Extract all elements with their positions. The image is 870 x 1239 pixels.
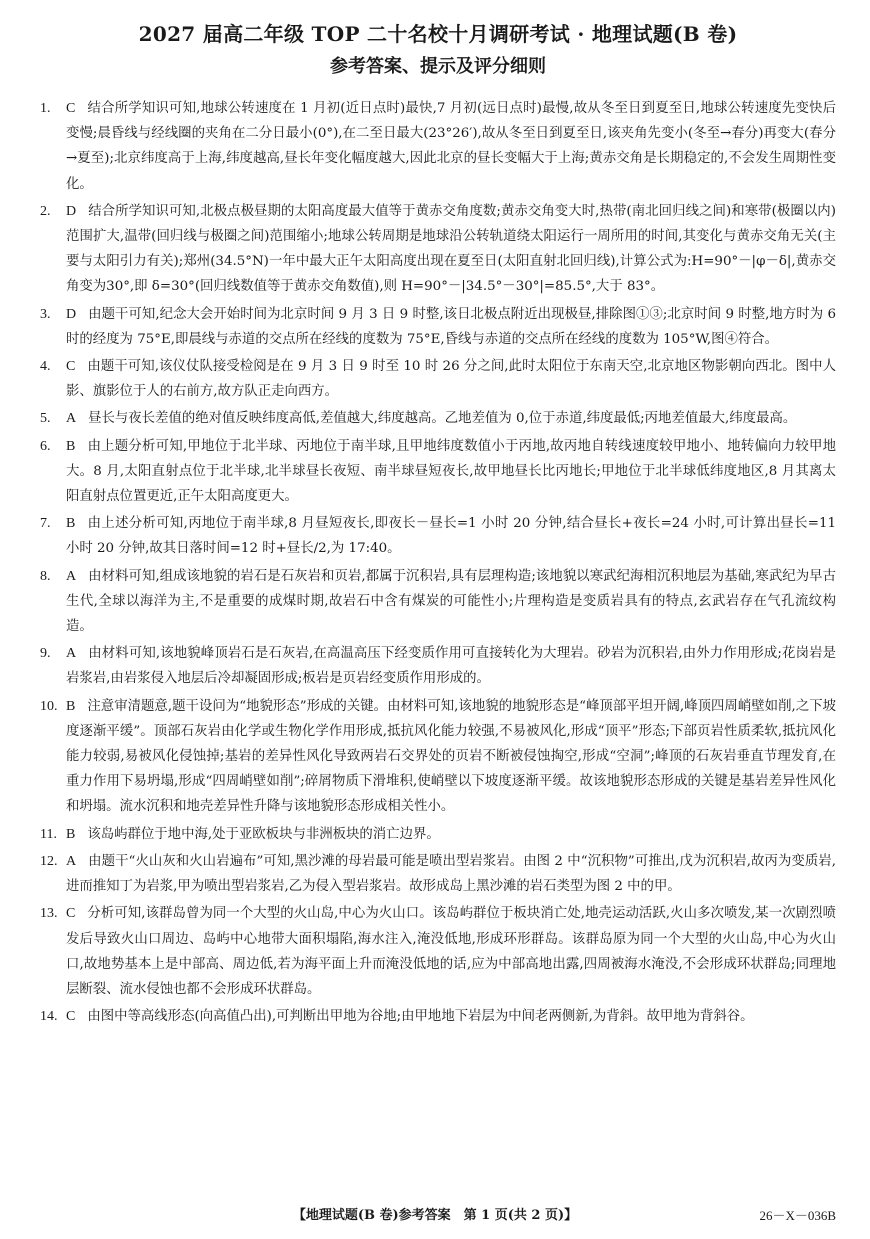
footer-code: 26－X－036B	[759, 1208, 836, 1223]
answer-explanation: 由题干“火山灰和火山岩遍布”可知,黑沙滩的母岩最可能是喷出型岩浆岩。由图 2 中“沉积物”可推出,戊为沉积岩,故丙为变质岩,进而推知丁为岩浆,甲为喷出型岩浆岩,乙为侵入型岩浆岩。故形成岛上黑沙滩的岩石类型为图 2 中的甲。	[66, 853, 836, 895]
answer-item	[40, 641, 836, 691]
answer-choice: B	[66, 826, 76, 842]
answer-number: 2.	[40, 203, 51, 219]
answer-explanation: 由材料可知,该地貌峰顶岩石是石灰岩,在高温高压下经变质作用可直接转化为大理岩。砂岩为沉积岩,由外力作用形成;花岗岩是岩浆岩,由岩浆侵入地层后冷却凝固形成;板岩是页岩经变质作用形成的。	[66, 646, 836, 687]
answer-explanation: 分析可知,该群岛曾为同一个大型的火山岛,中心为火山口。该岛屿群位于板块消亡处,地壳运动活跃,火山多次喷发,某一次剧烈喷发后导致火山口周边、岛屿中心地带大面积塌陷,海水注入,淹没低地,形成环形群岛。该群岛原为同一个大型的火山岛,中心为火山口,故地势基本上是中部高、周边低,若为海平面上升而淹没低地的话,应为中部高地出露,四周被海水淹没,不会形成环状群岛;同理地层断裂、流水侵蚀也都不会形成环状群岛。	[66, 906, 836, 997]
answer-explanation: 结合所学知识可知,北极点极昼期的太阳高度最大值等于黄赤交角度数;黄赤交角变大时,热带(南北回归线之间)和寒带(极圈以内)范围扩大,温带(回归线与极圈之间)范围缩小;地球公转周期是地球沿公转轨道绕太阳运行一周所用的时间,其变化与黄赤交角无关(主要与太阳引力有关);郑州(34.5°N)一年中最大正午太阳高度出现在夏至日(太阳直射北回归线),计算公式为:H=90°－|φ－δ|,黄赤交角变为30°,即 δ=30°(回归线数值等于黄赤交角数值),则 H=90°－|34.5°－30°|=85.5°,大于 83°。	[66, 203, 836, 295]
answer-number: 14.	[40, 1009, 58, 1025]
answer-explanation: 昼长与夜长差值的绝对值反映纬度高低,差值越大,纬度越高。乙地差值为 0,位于赤道,纬度最低;丙地差值最大,纬度最高。	[88, 411, 797, 427]
answer-item	[40, 354, 836, 404]
answer-number: 8.	[40, 568, 51, 584]
answer-choice: A	[66, 411, 77, 427]
answer-explanation: 该岛屿群位于地中海,处于亚欧板块与非洲板块的消亡边界。	[87, 826, 440, 842]
answer-number: 11.	[40, 826, 57, 842]
answer-item	[40, 564, 836, 640]
answer-item	[40, 511, 836, 561]
answer-item	[40, 901, 836, 1002]
answer-choice: A	[66, 568, 77, 584]
answer-item	[40, 434, 836, 510]
answer-item	[40, 199, 836, 300]
answer-item	[40, 96, 836, 197]
answer-list	[40, 96, 836, 1029]
answer-number: 7.	[40, 516, 51, 532]
answer-choice: A	[66, 853, 77, 869]
answer-choice: C	[66, 101, 76, 116]
answer-item	[40, 822, 836, 847]
answer-item	[40, 1004, 836, 1029]
answer-explanation: 由题干可知,该仪仗队接受检阅是在 9 月 3 日 9 时至 10 时 26 分之间,此时太阳位于东南天空,北京地区物影朝向西北。图中人影、旗影位于人的右前方,故方队正走向西方。	[66, 359, 836, 400]
answer-item	[40, 302, 836, 352]
answer-explanation: 由题干可知,纪念大会开始时间为北京时间 9 月 3 日 9 时整,该日北极点附近出现极昼,排除图①③;北京时间 9 时整,地方时为 6 时的经度为 75°E,即晨线与赤道的交点所在经线的度数为 75°E,昏线与赤道的交点所在经线的度数为 105°W,图④符合。	[66, 306, 836, 347]
answer-number: 9.	[40, 646, 51, 662]
answer-number: 5.	[40, 411, 51, 427]
answer-explanation: 由上述分析可知,丙地位于南半球,8 月昼短夜长,即夜长－昼长=1 小时 20 分钟,结合昼长+夜长=24 小时,可计算出昼长=11 小时 20 分钟,故其日落时间=12 时+昼长/2,为 17:40。	[66, 516, 836, 557]
answer-choice: A	[66, 646, 77, 662]
answer-choice: C	[66, 906, 76, 922]
answer-choice: B	[66, 438, 76, 454]
answer-choice: D	[66, 306, 77, 322]
answer-choice: B	[66, 516, 76, 532]
answer-number: 12.	[40, 853, 58, 869]
answer-explanation: 注意审清题意,题干设问为“地貌形态”形成的关键。由材料可知,该地貌的地貌形态是“峰顶部平坦开阔,峰顶四周峭壁如削,之下坡度逐渐平缓”。顶部石灰岩由化学或生物化学作用形成,抵抗风化能力较强,不易被风化,形成“顶平”形态;下部页岩性质柔软,抵抗风化能力较弱,易被风化侵蚀掉;基岩的差异性风化导致两岩石交界处的页岩不断被侵蚀掏空,形成“空洞”;峰顶的石灰岩垂直节理发育,在重力作用下易坍塌,形成“四周峭壁如削”;碎屑物质下滑堆积,使峭壁以下坡度逐渐平缓。故该地貌形态形成的关键是基岩差异性风化和坍塌。流水沉积和地壳差异性升降与该地貌形态形成相关性小。	[66, 698, 836, 815]
answer-number: 4.	[40, 359, 51, 375]
answer-number: 10.	[40, 698, 58, 714]
answer-number: 6.	[40, 438, 51, 454]
page-title: 2027 届高二年级 TOP 二十名校十月调研考试 · 地理试题(B 卷)	[138, 22, 738, 46]
answer-choice: C	[66, 1009, 76, 1025]
answer-number: 1.	[40, 101, 51, 116]
answer-item	[40, 406, 836, 431]
answer-choice: B	[66, 698, 76, 714]
answer-number: 3.	[40, 306, 51, 322]
answer-explanation: 由图中等高线形态(向高值凸出),可判断出甲地为谷地;由甲地地下岩层为中间老两侧新,为背斜。故甲地为背斜谷。	[87, 1009, 754, 1025]
answer-explanation: 由上题分析可知,甲地位于北半球、丙地位于南半球,且甲地纬度数值小于丙地,故丙地自转线速度较甲地小、地转偏向力较甲地大。8 月,太阳直射点位于北半球,北半球昼长夜短、南半球昼短夜长,故甲地昼长比丙地长;甲地位于北半球低纬度地区,8 月其离太阳直射点位置更近,正午太阳高度更大。	[66, 438, 836, 505]
answer-number: 13.	[40, 906, 58, 922]
answer-choice: D	[66, 203, 77, 219]
page-footer	[0, 1205, 870, 1227]
page-subtitle: 参考答案、提示及评分细则	[330, 56, 546, 77]
answer-explanation: 结合所学知识可知,地球公转速度在 1 月初(近日点时)最快,7 月初(远日点时)最慢,故从冬至日到夏至日,地球公转速度先变快后变慢;晨昏线与经线圈的夹角在二分日最小(0°),在二至日最大(23°26′),故从冬至日到夏至日,该夹角先变小(冬至→春分)再变大(春分→夏至);北京纬度高于上海,纬度越高,昼长年变化幅度越大,因此北京的昼长变幅大于上海;黄赤交角是长期稳定的,不会发生周期性变化。	[66, 101, 836, 192]
answer-choice: C	[66, 359, 76, 375]
answer-explanation: 由材料可知,组成该地貌的岩石是石灰岩和页岩,都属于沉积岩,具有层理构造;该地貌以寒武纪海相沉积地层为基础,寒武纪为早古生代,全球以海洋为主,不是重要的成煤时期,故岩石中含有煤炭的可能性小;片理构造是变质岩具有的特点,玄武岩存在气孔流纹构造。	[66, 568, 836, 635]
footer-page-info: 【地理试题(B 卷)参考答案 第 1 页(共 2 页)】	[292, 1208, 578, 1223]
answer-item	[40, 849, 836, 899]
answer-item	[40, 694, 836, 820]
